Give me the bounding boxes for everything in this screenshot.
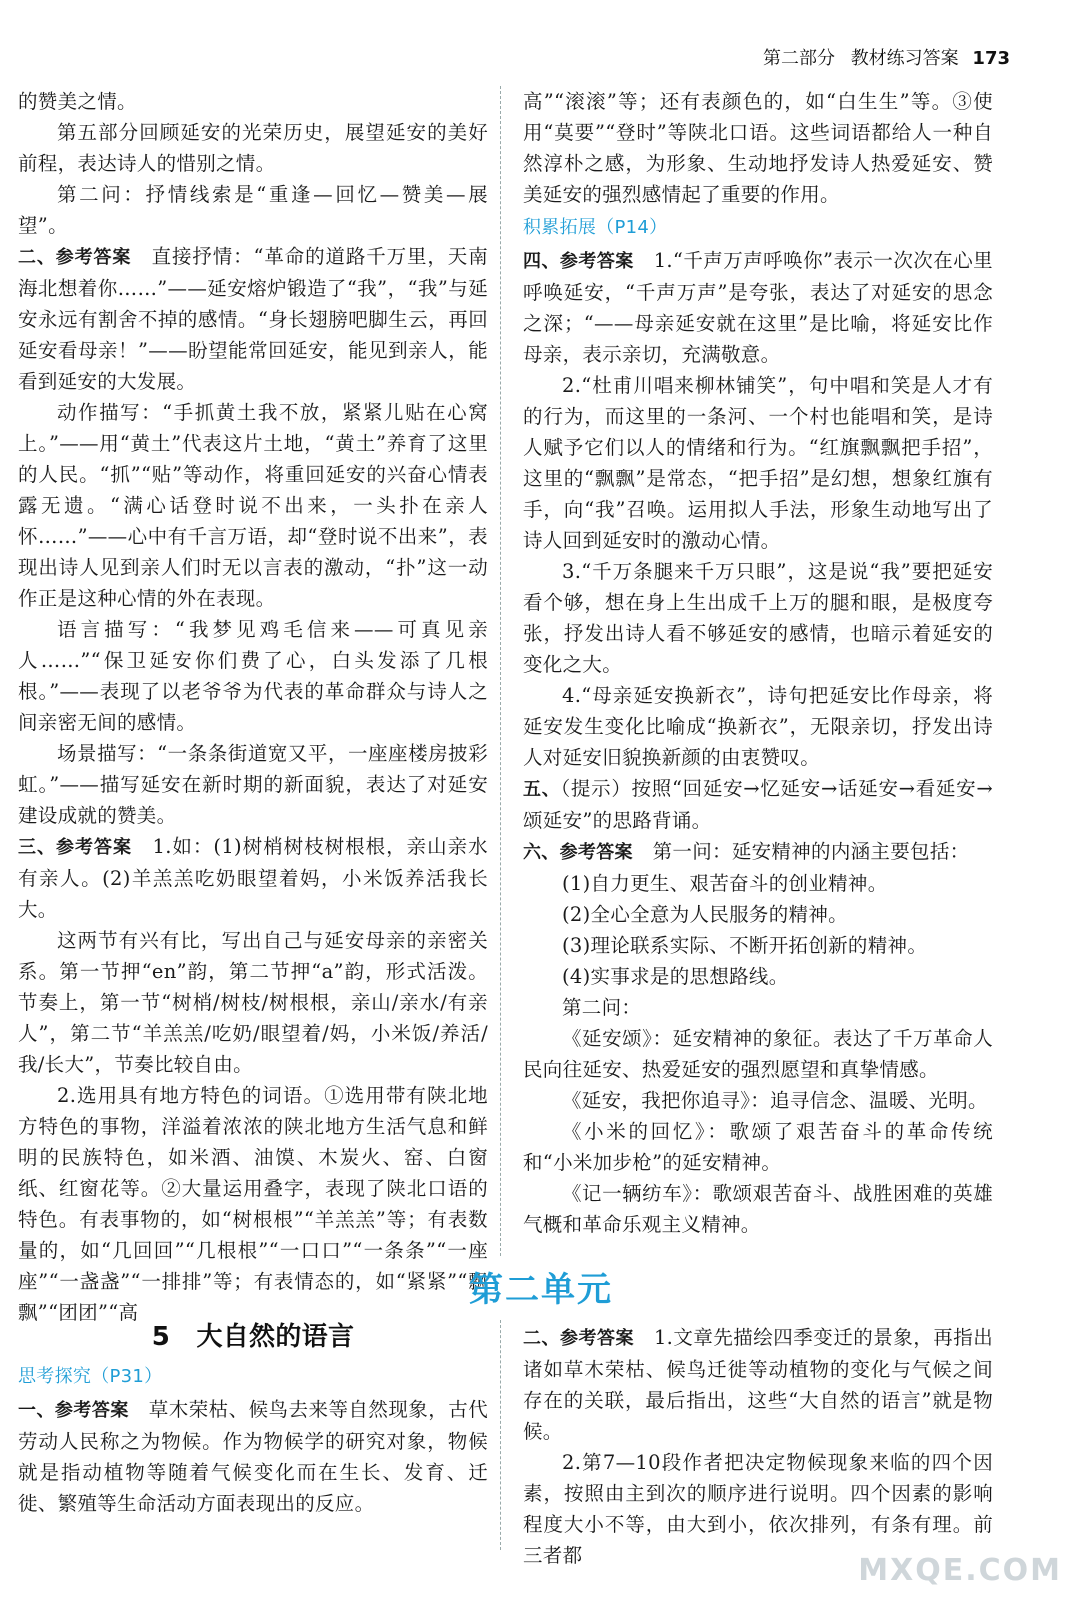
paragraph [523, 992, 993, 1023]
bottom-left-column [18, 1318, 488, 1519]
paragraph-text: 1.如：(1)树梢树枝树根根，亲山亲水有亲人。(2)羊羔羔吃奶眼望着妈，小米饭养活我长大。 [18, 835, 488, 921]
paragraph-text: 的赞美之情。 [18, 90, 137, 113]
unit-title: 第二单元 [469, 1270, 613, 1310]
paragraph [523, 556, 993, 680]
paragraph-text: 第一问：延安精神的内涵主要包括： [632, 840, 970, 863]
paragraph-text: 2.第7—10段作者把决定物候现象来临的四个因素，按照由主到次的顺序进行说明。四个因素的影响程度大小不等，由大到小，依次排列，有条有理。前三者都 [523, 1451, 993, 1567]
paragraph-text: 第五部分回顾延安的光荣历史，展望延安的美好前程，表达诗人的惜别之情。 [18, 121, 488, 175]
watermark: MXQE.COM [858, 1553, 1062, 1588]
bottom-right-column [523, 1322, 993, 1571]
page-header [763, 44, 1010, 70]
paragraph [18, 241, 488, 397]
paragraph [523, 86, 993, 210]
paragraph [18, 1394, 488, 1519]
paragraph-text: 《记一辆纺车》：歌颂艰苦奋斗、战胜困难的英雄气概和革命乐观主义精神。 [523, 1182, 993, 1236]
paragraph [523, 961, 993, 992]
answer-label: 六、参考答案 [523, 842, 633, 863]
paragraph-text: 场景描写：“一条条街道宽又平，一座座楼房披彩虹。”——描写延安在新时期的新面貌，表达了对延安建设成就的赞美。 [18, 742, 488, 827]
paragraph-text: 2.“杜甫川唱来柳林铺笑”，句中唱和笑是人才有的行为，而这里的一条河、一个村也能唱和笑，是诗人赋予它们以人的情绪和行为。“红旗飘飘把手招”，这里的“飘飘”是常态，“把手招”是幻想，想象红旗有手，向“我”召唤。运用拟人手法，形象生动地写出了诗人回到延安时的激动心情。 [523, 374, 993, 552]
paragraph-text: 《延安，我把你追寻》：追寻信念、温暖、光明。 [562, 1089, 988, 1112]
paragraph-text: 第二问： [562, 996, 642, 1019]
answer-label: 一、参考答案 [18, 1400, 129, 1421]
paragraph [18, 831, 488, 925]
paragraph [523, 1116, 993, 1178]
column-divider [500, 86, 501, 1256]
paragraph-text: 4.“母亲延安换新衣”，诗句把延安比作母亲，将延安发生变化比喻成“换新衣”，无限亲切，抒发出诗人对延安旧貌换新颜的由衷赞叹。 [523, 684, 993, 769]
paragraph [523, 1085, 993, 1116]
lesson-title: 5 大自然的语言 [151, 1322, 355, 1352]
column-divider-bottom [500, 1320, 501, 1550]
paragraph [523, 868, 993, 899]
paragraph-text: 草木荣枯、候鸟去来等自然现象，古代劳动人民称之为物候。作为物候学的研究对象，物候就是指动植物等随着气候变化而在生长、发育、迁徙、繁殖等生命活动方面表现出的反应。 [18, 1398, 488, 1515]
paragraph [523, 1178, 993, 1240]
paragraph-text: 2.选用具有地方特色的词语。①选用带有陕北地方特色的事物，洋溢着浓浓的陕北地方生活气息和鲜明的民族特色，如米酒、油馍、木炭火、窑、白窗纸、红窗花等。②大量运用叠字，表现了陕北口语的特色。有表事物的，如“树根根”“羊羔羔”等；有表数量的，如“几回回”“几根根”“一口口”“一条条”“一座座”“一盏盏”“一排排”等；有表情态的，如“紧紧”“飘飘”“团团”“高 [18, 1084, 488, 1324]
paragraph-text: (1)自力更生、艰苦奋斗的创业精神。 [562, 872, 888, 895]
answer-label: 二、参考答案 [18, 247, 132, 268]
section-heading: 积累拓展（P14） [523, 217, 668, 238]
answer-label: 四、参考答案 [523, 251, 634, 272]
header-section: 第二部分 [762, 48, 835, 69]
header-title: 教材练习答案 [850, 48, 959, 69]
paragraph [523, 370, 993, 556]
paragraph-text: 直接抒情：“革命的道路千万里，天南海北想着你……”——延安熔炉锻造了“我”，“我”与延安永远有割舍不掉的感情。“身长翅膀吧脚生云，再回延安看母亲！”——盼望能常回延安，能见到亲人，能看到延安的大发展。 [18, 245, 488, 393]
paragraph-text: 高”“滚滚”等；还有表颜色的，如“白生生”等。③使用“莫要”“登时”等陕北口语。这些词语都给人一种自然淳朴之感，为形象、生动地抒发诗人热爱延安、赞美延安的强烈感情起了重要的作用。 [523, 90, 993, 206]
paragraph-text: 第二问：抒情线索是“重逢—回忆—赞美—展望”。 [18, 183, 488, 237]
paragraph [523, 680, 993, 773]
paragraph-text: 1.文章先描绘四季变迁的景象，再指出诸如草木荣枯、候鸟迁徙等动植物的变化与气候之间存在的关联，最后指出，这些“大自然的语言”就是物候。 [523, 1326, 993, 1443]
paragraph [18, 179, 488, 241]
page-number: 173 [972, 48, 1010, 69]
paragraph-text: 3.“千万条腿来千万只眼”，这是说“我”要把延安看个够，想在身上生出成千上万的腿和眼，是极度夸张，抒发出诗人看不够延安的感情，也暗示着延安的变化之大。 [523, 560, 993, 676]
paragraph-text: （提示）按照“回延安→忆延安→话延安→看延安→颂延安”的思路背诵。 [523, 777, 993, 832]
paragraph-text: (2)全心全意为人民服务的精神。 [562, 903, 848, 926]
paragraph [18, 738, 488, 831]
paragraph-text: 这两节有兴有比，写出自己与延安母亲的亲密关系。第一节押“en”韵，第二节押“a”韵，形式活泼。节奏上，第一节“树梢/树枝/树根根，亲山/亲水/有亲人”，第二节“羊羔羔/吃奶/眼望着/妈，小米饭/养活/我/长大”，节奏比较自由。 [18, 929, 488, 1076]
paragraph [523, 836, 993, 868]
section-heading: 思考探究（P31） [18, 1366, 163, 1387]
paragraph-text: (3)理论联系实际、不断开拓创新的精神。 [562, 934, 928, 957]
paragraph [18, 117, 488, 179]
paragraph [18, 86, 488, 117]
paragraph-text: 动作描写：“手抓黄土我不放，紧紧儿贴在心窝上。”——用“黄土”代表这片土地，“黄土”养育了这里的人民。“抓”“贴”等动作，将重回延安的兴奋心情表露无遗。“满心话登时说不出来，一头扑在亲人怀……”——心中有千言万语，却“登时说不出来”，表现出诗人见到亲人们时无以言表的激动，“扑”这一动作正是这种心情的外在表现。 [18, 401, 488, 610]
paragraph [18, 397, 488, 614]
paragraph-text: 语言描写：“我梦见鸡毛信来——可真见亲人……”“保卫延安你们费了心，白头发添了几根根。”——表现了以老爷爷为代表的革命群众与诗人之间亲密无间的感情。 [18, 618, 488, 734]
paragraph-text: (4)实事求是的思想路线。 [562, 965, 789, 988]
paragraph [18, 614, 488, 738]
paragraph-text: 《延安颂》：延安精神的象征。表达了千万革命人民向往延安、热爱延安的强烈愿望和真挚情感。 [523, 1027, 993, 1081]
paragraph [18, 925, 488, 1080]
answer-label: 三、参考答案 [18, 837, 133, 858]
answer-label: 二、参考答案 [523, 1328, 634, 1349]
answer-label: 五、 [523, 779, 561, 800]
paragraph [523, 245, 993, 370]
left-column [18, 86, 488, 1328]
right-column [523, 86, 993, 1240]
paragraph-text: 《小米的回忆》：歌颂了艰苦奋斗的革命传统和“小米加步枪”的延安精神。 [523, 1120, 993, 1174]
paragraph [523, 1322, 993, 1447]
paragraph [523, 773, 993, 836]
paragraph [523, 899, 993, 930]
paragraph-text: 1.“千声万声呼唤你”表示一次次在心里呼唤延安，“千声万声”是夸张，表达了对延安的思念之深；“——母亲延安就在这里”是比喻，将延安比作母亲，表示亲切，充满敬意。 [523, 249, 993, 366]
paragraph [523, 1023, 993, 1085]
paragraph [523, 930, 993, 961]
